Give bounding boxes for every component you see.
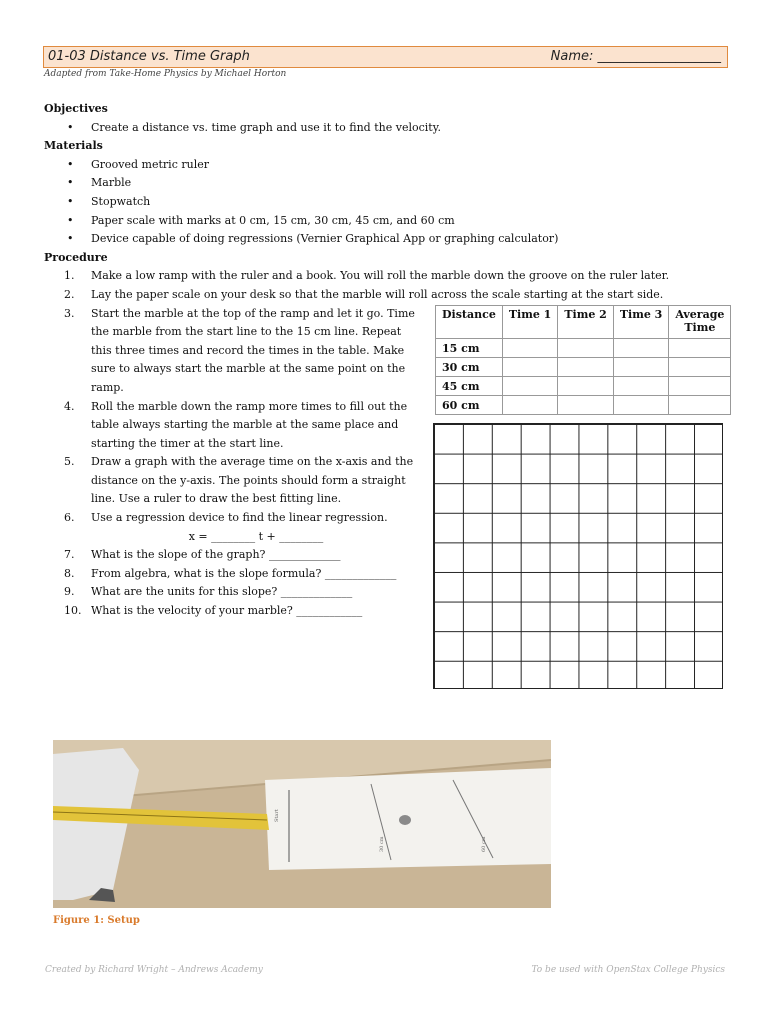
blank-cell[interactable]	[558, 396, 614, 415]
list-item: • Stopwatch	[44, 193, 684, 212]
blank-cell[interactable]	[613, 339, 669, 358]
list-item: • Marble	[44, 174, 684, 193]
procedure-step: 4. Roll the marble down the ramp more times to fill out the table always starting the marble at the same place and starting the timer at the start line.	[64, 399, 408, 450]
table-header-row	[436, 306, 731, 339]
procedure-step: 6. Use a regression device to find the linear regression.	[64, 511, 388, 525]
footer-source: To be used with OpenStax College Physics	[531, 965, 725, 975]
procedure-step: 3. Start the marble at the top of the ramp and let it go. Time the marble from the start line to the 15 cm line. Repeat this three times and record the times in the table. Make sure to always start the marble at the same point on the ramp.	[64, 306, 415, 394]
materials-list	[44, 156, 684, 249]
procedure-step: 8. From algebra, what is the slope formula? _____________	[64, 566, 397, 580]
procedure-step: 10. What is the velocity of your marble? ____________	[64, 604, 363, 618]
list-item: • Create a distance vs. time graph and use it to find the velocity.	[44, 119, 684, 138]
materials-heading: Materials	[44, 139, 103, 153]
worksheet-title: 01-03 Distance vs. Time Graph	[48, 49, 250, 64]
table-row	[436, 339, 731, 358]
list-item: • Grooved metric ruler	[44, 156, 684, 175]
procedure-step: 7. What is the slope of the graph? _____________	[64, 548, 341, 562]
table-row	[436, 396, 731, 415]
setup-photo	[53, 740, 551, 908]
procedure-step: 9. What are the units for this slope? _____________	[64, 585, 353, 599]
table-row	[436, 358, 731, 377]
blank-cell[interactable]	[669, 358, 731, 377]
blank-cell[interactable]	[502, 339, 558, 358]
regression-blank: x = ________ t + ________	[188, 529, 324, 543]
list-item: • Device capable of doing regressions (Vernier Graphical App or graphing calculator)	[44, 230, 684, 249]
marble	[399, 815, 411, 825]
blank-cell[interactable]	[502, 396, 558, 415]
data-table	[435, 305, 731, 415]
footer-credit: Created by Richard Wright – Andrews Academy	[45, 965, 263, 975]
scale-label: 60 cm	[481, 836, 487, 852]
procedure-heading: Procedure	[44, 250, 108, 264]
blank-cell[interactable]	[669, 396, 731, 415]
column-header: Time 1	[502, 306, 558, 339]
column-header: Time 3	[613, 306, 669, 339]
row-label: 30 cm	[436, 358, 503, 377]
setup-illustration	[53, 740, 551, 908]
list-item: • Paper scale with marks at 0 cm, 15 cm, 30 cm, 45 cm, and 60 cm	[44, 212, 684, 231]
row-label: 60 cm	[436, 396, 503, 415]
blank-cell[interactable]	[613, 377, 669, 396]
name-field-label: Name: ___________________	[550, 49, 721, 64]
blank-cell[interactable]	[669, 339, 731, 358]
blank-cell[interactable]	[558, 339, 614, 358]
blank-cell[interactable]	[669, 377, 731, 396]
blank-cell[interactable]	[502, 377, 558, 396]
scale-label: Start	[274, 809, 280, 822]
column-header: Distance	[436, 306, 503, 339]
procedure-step: 2. Lay the paper scale on your desk so that the marble will roll across the scale starting at the start side.	[64, 287, 664, 301]
blank-cell[interactable]	[502, 358, 558, 377]
blank-cell[interactable]	[558, 377, 614, 396]
row-label: 15 cm	[436, 339, 503, 358]
figure-caption: Figure 1: Setup	[53, 915, 140, 926]
blank-cell[interactable]	[613, 358, 669, 377]
blank-cell[interactable]	[613, 396, 669, 415]
table-row	[436, 377, 731, 396]
column-header: Time 2	[558, 306, 614, 339]
objectives-heading: Objectives	[44, 102, 108, 115]
scale-label: 30 cm	[379, 836, 385, 852]
procedure-step: 5. Draw a graph with the average time on the x-axis and the distance on the y-axis. The points should form a straight line. Use a ruler to draw the best fitting line.	[64, 455, 414, 506]
objectives-list	[44, 119, 684, 138]
title-bar	[43, 46, 728, 68]
graph-grid[interactable]	[433, 423, 723, 689]
blank-cell[interactable]	[558, 358, 614, 377]
row-label: 45 cm	[436, 377, 503, 396]
attribution: Adapted from Take-Home Physics by Michael Horton	[44, 69, 287, 79]
column-header: Average Time	[669, 306, 731, 339]
procedure-step: 1. Make a low ramp with the ruler and a book. You will roll the marble down the groove on the ruler later.	[64, 269, 670, 283]
